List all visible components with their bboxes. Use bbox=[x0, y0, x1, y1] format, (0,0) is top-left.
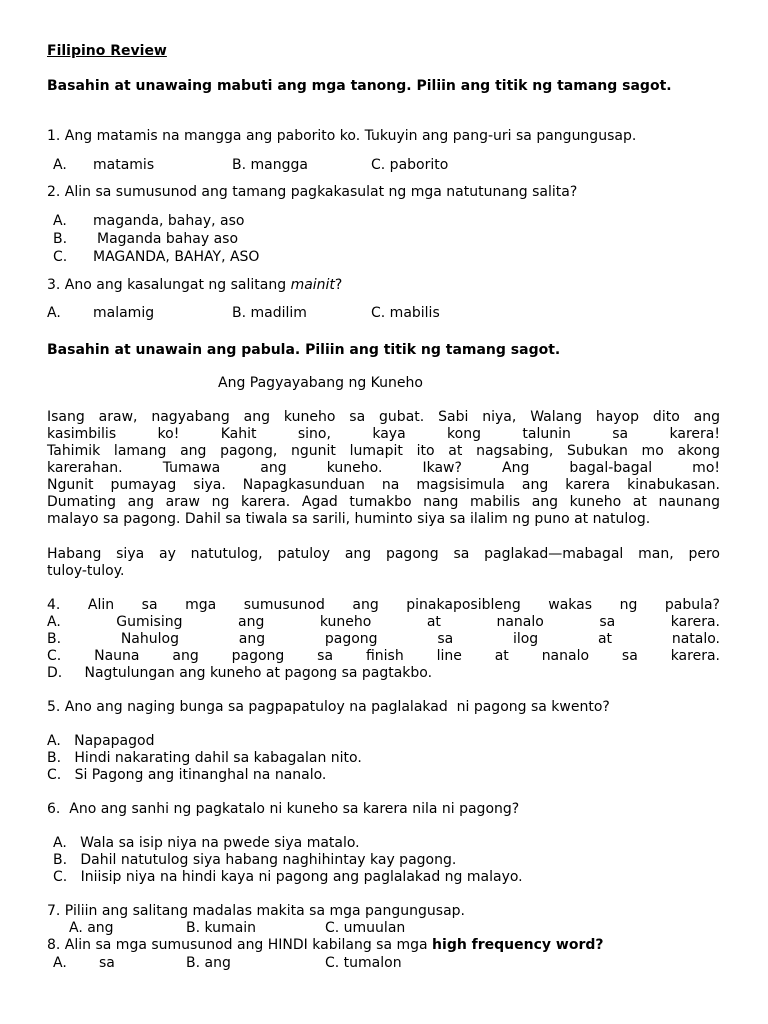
story-line: Dumating ang araw ng karera. Agad tumakbo nang mabilis ang kuneho at naunang bbox=[47, 494, 720, 510]
story-line: tuloy-tuloy. bbox=[47, 563, 125, 579]
q8-option-c: C. tumalon bbox=[325, 955, 402, 971]
q3-text-em: mainit bbox=[290, 277, 335, 293]
q4-option-d: D. Nagtulungan ang kuneho at pagong sa pagtakbo. bbox=[47, 665, 433, 681]
q8-option-b: B. ang bbox=[186, 955, 231, 971]
q1-option-b: B. mangga bbox=[232, 157, 308, 173]
story-line: karerahan. Tumawa ang kuneho. Ikaw? Ang bagal-bagal mo! bbox=[47, 460, 720, 476]
q6-option-c: C. Iniisip niya na hindi kaya ni pagong ang paglalakad ng malayo. bbox=[53, 869, 523, 885]
q7-option-a: A. ang bbox=[69, 920, 114, 936]
story-line: Habang siya ay natutulog, patuloy ang pagong sa paglakad—mabagal man, pero bbox=[47, 546, 720, 562]
question-3 bbox=[47, 277, 342, 294]
q2-option-a: maganda, bahay, aso bbox=[93, 213, 245, 229]
question-1: 1. Ang matamis na mangga ang paborito ko. Tukuyin ang pang-uri sa pangungusap. bbox=[47, 128, 637, 144]
instruction-2: Basahin at unawain ang pabula. Piliin ang titik ng tamang sagot. bbox=[47, 342, 561, 358]
question-2: 2. Alin sa sumusunod ang tamang pagkakasulat ng mga natutunang salita? bbox=[47, 184, 578, 200]
question-7: 7. Piliin ang salitang madalas makita sa mga pangungusap. bbox=[47, 903, 465, 919]
q3-text-pre: 3. Ano ang kasalungat ng salitang bbox=[47, 277, 291, 293]
q3-option-a: malamig bbox=[93, 305, 155, 321]
instruction-1: Basahin at unawaing mabuti ang mga tanong. Piliin ang titik ng tamang sagot. bbox=[47, 78, 672, 94]
story-paragraph-1 bbox=[47, 409, 720, 528]
story-line: malayo sa pagong. Dahil sa tiwala sa sarili, huminto siya sa ilalim ng puno at natulog. bbox=[47, 511, 651, 527]
story-line: Isang araw, nagyabang ang kuneho sa gubat. Sabi niya, Walang hayop dito ang bbox=[47, 409, 720, 425]
story-title: Ang Pagyayabang ng Kuneho bbox=[218, 375, 423, 391]
q3-option-c: C. mabilis bbox=[371, 305, 440, 321]
q3-option-b: B. madilim bbox=[232, 305, 307, 321]
question-6: 6. Ano ang sanhi ng pagkatalo ni kuneho sa karera nila ni pagong? bbox=[47, 801, 520, 817]
document-title: Filipino Review bbox=[47, 43, 167, 59]
q2-option-b-letter: B. bbox=[53, 231, 68, 247]
q3-text-post: ? bbox=[334, 277, 343, 293]
q6-option-b: B. Dahil natutulog siya habang naghihintay kay pagong. bbox=[53, 852, 457, 868]
story-line: Tahimik lamang ang pagong, ngunit lumapit ito at nagsabing, Subukan mo akong bbox=[47, 443, 720, 459]
story-line: kasimbilis ko! Kahit sino, kaya kong talunin sa karera! bbox=[47, 426, 720, 442]
q7-option-c: C. umuulan bbox=[325, 920, 406, 936]
q5-option-b: B. Hindi nakarating dahil sa kabagalan nito. bbox=[47, 750, 362, 766]
q8-text-pre: 8. Alin sa mga sumusunod ang HINDI kabilang sa mga bbox=[47, 937, 433, 953]
q2-option-c-letter: C. bbox=[53, 249, 68, 265]
question-8 bbox=[47, 937, 604, 954]
q4-option-a: A. Gumising ang kuneho at nanalo sa karera. bbox=[47, 614, 720, 630]
q4-question: 4. Alin sa mga sumusunod ang pinakaposibleng wakas ng pabula? bbox=[47, 597, 720, 613]
question-4 bbox=[47, 597, 720, 682]
story-line: Ngunit pumayag siya. Napagkasunduan na magsisimula ang karera kinabukasan. bbox=[47, 477, 720, 493]
q7-option-b: B. kumain bbox=[186, 920, 257, 936]
q4-option-c: C. Nauna ang pagong sa finish line at nanalo sa karera. bbox=[47, 648, 720, 664]
question-5: 5. Ano ang naging bunga sa pagpapatuloy na paglalakad ni pagong sa kwento? bbox=[47, 699, 610, 715]
q3-option-a-letter: A. bbox=[47, 305, 61, 321]
q8-option-a-letter: A. bbox=[53, 955, 67, 971]
q1-option-a-letter: A. bbox=[53, 157, 67, 173]
q5-option-c: C. Si Pagong ang itinanghal na nanalo. bbox=[47, 767, 327, 783]
q8-option-a: sa bbox=[99, 955, 115, 971]
story-paragraph-2 bbox=[47, 546, 720, 580]
q1-option-a: matamis bbox=[93, 157, 155, 173]
q5-option-a: A. Napapagod bbox=[47, 733, 155, 749]
q1-option-c: C. paborito bbox=[371, 157, 449, 173]
q8-text-bold: high frequency word? bbox=[432, 937, 604, 953]
q2-option-a-letter: A. bbox=[53, 213, 67, 229]
q4-option-b: B. Nahulog ang pagong sa ilog at natalo. bbox=[47, 631, 720, 647]
q2-option-c: MAGANDA, BAHAY, ASO bbox=[93, 249, 260, 265]
q6-option-a: A. Wala sa isip niya na pwede siya matalo. bbox=[53, 835, 360, 851]
q2-option-b: Maganda bahay aso bbox=[97, 231, 239, 247]
